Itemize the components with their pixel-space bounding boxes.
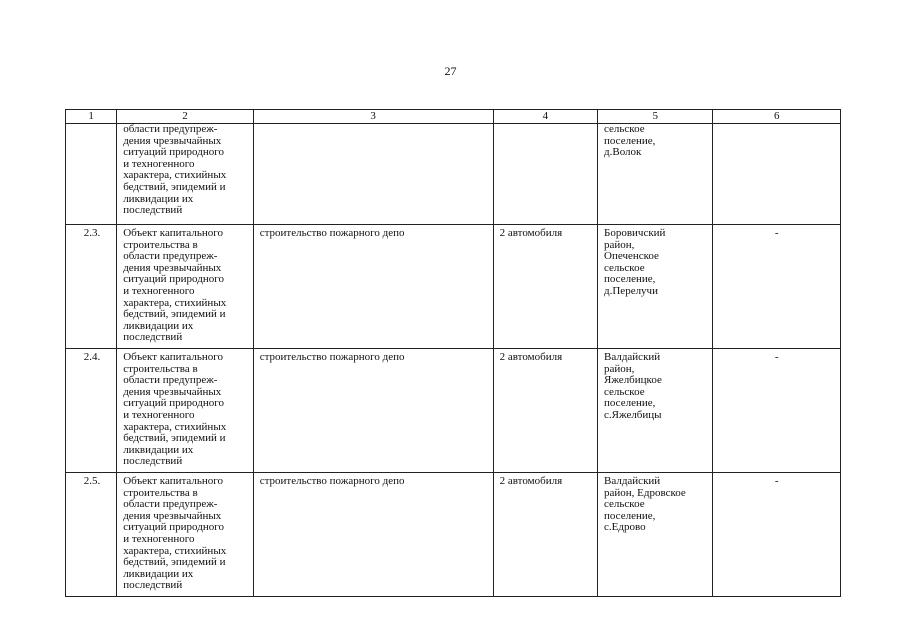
location-line: сельское	[604, 385, 645, 398]
purpose-line: Объект капитального	[123, 351, 224, 363]
location-cell	[598, 124, 713, 225]
purpose-line: ситуаций природного	[123, 146, 224, 159]
table-row-continuation	[66, 124, 841, 225]
column-number-6: 6	[713, 110, 841, 124]
purpose-line: бедствий, эпидемий и	[123, 180, 226, 193]
location-line: район,	[604, 238, 635, 251]
description-cell: строительство пожарного депо	[253, 473, 493, 597]
description-cell: строительство пожарного депо	[253, 349, 493, 473]
capacity-cell	[493, 124, 597, 225]
purpose-line: и техногенного	[123, 157, 195, 170]
purpose-line: дения чрезвычайных	[123, 509, 222, 522]
location-line: д.Перелучи	[604, 284, 658, 297]
purpose-line: последствий	[123, 331, 183, 344]
purpose-line: ликвидации их	[123, 567, 194, 580]
purpose-line: бедствий, эпидемий и	[123, 308, 226, 321]
purpose-line: области предупреж-	[123, 250, 218, 263]
location-line: с.Едрово	[604, 521, 646, 534]
purpose-line: ситуаций природного	[123, 397, 224, 410]
purpose-line: области предупреж-	[123, 123, 218, 135]
purpose-line: ликвидации их	[123, 319, 194, 332]
table-header-row	[66, 110, 841, 124]
purpose-line: характера, стихийных	[123, 420, 227, 433]
purpose-cell	[117, 124, 254, 225]
column-number-1: 1	[66, 110, 117, 124]
location-cell	[598, 225, 713, 349]
capacity-cell: 2 автомобиля	[493, 349, 597, 473]
column-number-3: 3	[253, 110, 493, 124]
purpose-line: ситуаций природного	[123, 521, 224, 534]
column-number-4: 4	[493, 110, 597, 124]
row-number-cell	[66, 124, 117, 225]
purpose-line: ликвидации их	[123, 443, 194, 456]
table-row	[66, 349, 841, 473]
table-row	[66, 225, 841, 349]
purpose-line: области предупреж-	[123, 374, 218, 387]
purpose-cell	[117, 349, 254, 473]
purpose-line: строительства в	[123, 238, 198, 251]
location-line: поселение,	[604, 397, 656, 410]
location-cell	[598, 473, 713, 597]
location-line: Опеченское	[604, 250, 659, 263]
purpose-line: строительства в	[123, 362, 198, 375]
capacity-cell: 2 автомобиля	[493, 225, 597, 349]
location-line: Валдайский	[604, 475, 661, 487]
purpose-line: дения чрезвычайных	[123, 385, 222, 398]
row-number-cell: 2.5.	[66, 473, 117, 597]
purpose-line: дения чрезвычайных	[123, 134, 222, 147]
note-cell	[713, 124, 841, 225]
purpose-line: дения чрезвычайных	[123, 261, 222, 274]
objects-table	[65, 109, 841, 597]
purpose-line: характера, стихийных	[123, 296, 227, 309]
note-cell: -	[713, 225, 841, 349]
purpose-line: последствий	[123, 455, 183, 468]
page-number: 27	[444, 64, 457, 78]
purpose-line: Объект капитального	[123, 227, 224, 239]
note-cell: -	[713, 473, 841, 597]
description-cell	[253, 124, 493, 225]
location-line: Валдайский	[604, 351, 661, 363]
row-number-cell: 2.3.	[66, 225, 117, 349]
purpose-line: характера, стихийных	[123, 544, 227, 557]
purpose-line: бедствий, эпидемий и	[123, 432, 226, 445]
location-line: поселение,	[604, 509, 656, 522]
description-cell: строительство пожарного депо	[253, 225, 493, 349]
column-number-2: 2	[117, 110, 254, 124]
location-line: поселение,	[604, 273, 656, 286]
location-line: сельское	[604, 498, 645, 511]
purpose-line: ликвидации их	[123, 192, 194, 205]
location-cell	[598, 349, 713, 473]
location-line: район,	[604, 362, 635, 375]
purpose-line: и техногенного	[123, 284, 195, 297]
location-line: Боровичский	[604, 227, 666, 239]
row-number-cell: 2.4.	[66, 349, 117, 473]
purpose-cell	[117, 225, 254, 349]
purpose-line: последствий	[123, 204, 183, 217]
location-line: д.Волок	[604, 146, 642, 159]
note-cell: -	[713, 349, 841, 473]
purpose-line: и техногенного	[123, 408, 195, 421]
purpose-line: ситуаций природного	[123, 273, 224, 286]
location-line: район, Едровское	[604, 486, 686, 499]
purpose-line: Объект капитального	[123, 475, 224, 487]
purpose-line: последствий	[123, 579, 183, 592]
column-number-5: 5	[598, 110, 713, 124]
purpose-line: и техногенного	[123, 532, 195, 545]
capacity-cell: 2 автомобиля	[493, 473, 597, 597]
location-line: Яжелбицкое	[604, 374, 662, 387]
location-line: поселение,	[604, 134, 656, 147]
purpose-line: характера, стихийных	[123, 169, 227, 182]
location-line: сельское	[604, 123, 645, 135]
location-line: с.Яжелбицы	[604, 408, 662, 421]
location-line: сельское	[604, 261, 645, 274]
purpose-cell	[117, 473, 254, 597]
table-row	[66, 473, 841, 597]
purpose-line: бедствий, эпидемий и	[123, 556, 226, 569]
purpose-line: области предупреж-	[123, 498, 218, 511]
purpose-line: строительства в	[123, 486, 198, 499]
